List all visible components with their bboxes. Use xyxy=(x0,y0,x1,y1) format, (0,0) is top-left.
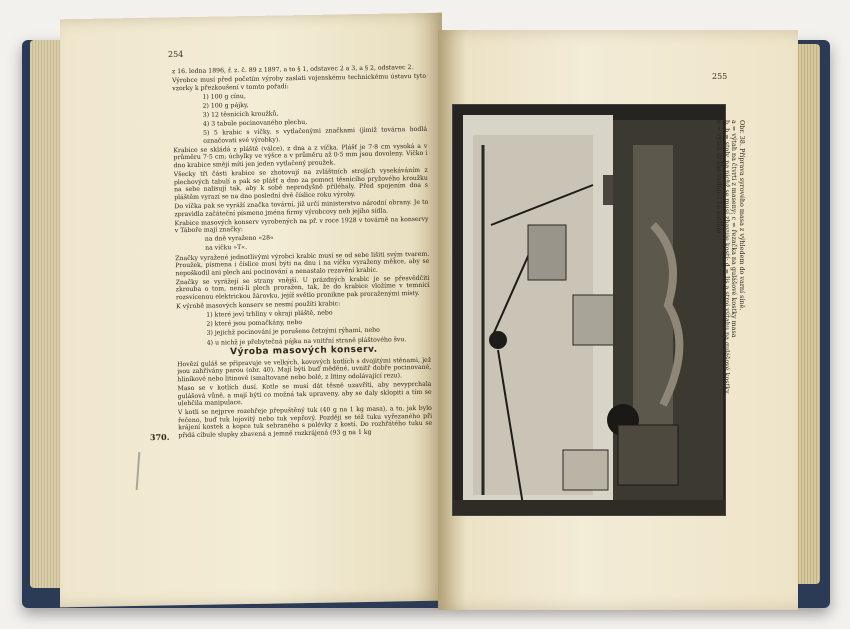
list-item: 1) 100 g cínu, xyxy=(202,92,246,101)
caption-line: b, b = stoly, na nichž se musí zbavuje kostí; d = lis a stroj výtahu na gulášové kostky xyxy=(722,120,731,394)
list-item: 3) jejichž pocinování je porušeno četnými rýhami, nebo xyxy=(206,327,380,338)
list-item: na víčku »T«. xyxy=(205,244,248,253)
list-item: 2) 100 g pájky, xyxy=(202,101,249,110)
list-item: na dně vyraženo »28« xyxy=(204,234,274,244)
list-item: 4) 3 tabule pocinovaného plechu, xyxy=(202,118,308,128)
section-number: 370. xyxy=(149,431,170,443)
left-page-number: 254 xyxy=(168,50,184,59)
text-line: Značky vyražené jednotlivými výrobci krabic musí se od sebe lišiti svým tvarem. Proužek, písmena i číslice musí býti na dnu i na víčku vyraženy měkce, aby se nepoškodil ani plech ani pocinování a nenastalo rezavění krabic. xyxy=(175,250,430,277)
list-item: 1) které jeví trhliny v okraji pláště, nebo xyxy=(206,309,333,319)
list-item: 5) 5 krabic s víčky, s vytlačenými značkami (jimiž továrna hodlá označovati své výrobky). xyxy=(202,125,428,145)
text-line: Hovězí guláš se připravuje ve velkých, kovových kotlích s dvojitými stěnami, jež jsou zahřívány parou (obr. 40). Mají býti buď měděné, uvnitř dobře pocinované, hliníkové nebo litinové (smaltované nebo bolé, z litiny odolávající rezu). xyxy=(177,356,432,384)
list-item: 4) u nichž je přebytečná pájka na vnitřní straně pláštového švu. xyxy=(206,335,407,347)
left-page-text xyxy=(172,64,434,538)
text-line: Do víčka pak se vyráží značka tovární, již určí ministerstvo národní obrany. Je to zpravidla začáteční písmeno jména firmy výrobcovy neb jejího sídla. xyxy=(174,198,429,218)
figure-caption xyxy=(685,120,745,500)
text-line: Všecky tři části krabice se zhotovují na zvláštních strojích vysekáváním z plechových tabulí a pak se plášť a dno za pomoci těsnicího pryžového kroužku na sebe nalisují tak, aby k sobě neprodyšně přiléhaly. Před spojením dna s pláštěm vyrazí se na dno poslední dvě číslice roku výroby. xyxy=(173,166,429,202)
text-line: Značky se vyrážejí se strany vnější. U prázdných krabic je se přesvědčiti zkrouba o tom, není-li plech proražen, tak, že do krabice vložíme v temnici rozsvícenou elektrickou žárovku, jejíž světlo pronikne pak proraženými místy. xyxy=(175,274,430,302)
caption-line: e = výtah drůbe vedoucí ke kotlům xyxy=(715,120,724,234)
right-page-number: 255 xyxy=(712,72,728,81)
text-line: Výrobce musí před početím výroby zaslati vojenskému technickému ústavu tyto vzorky k přezkoušení v tomto pořadí: xyxy=(172,72,427,92)
text-line: Krabice masových konserv vyrobených na př. v roce 1928 v továrně na konservy v Táboře mají značky: xyxy=(174,215,429,235)
text-line: z 16. ledna 1896, ř. z. č. 89 z 1897, a to § 1, odstavec 2 a 3, a § 2, odstavec 2. xyxy=(171,64,414,76)
text-line: K výrobě masových konserv se nesmí použíti krabic: xyxy=(176,300,341,311)
caption-line: a = výtah na čtvrti z maseny; c = řezačka na gulášové kostky masa xyxy=(730,120,739,338)
text-line: V kotli se nejprve rozehřeje přepuštěný tuk (40 g na 1 kg masa), a to, jak bylo řečeno, buď tuk lojovitý nebo tuk vepřový. Později se též tuku vyřezaného při krájení kostek a kopce tuk sebraného s polévky z kostí. Do rozhřátého tuku se přidá cibule slupky zbavená a jemně rozkrájená (93 g na 1 kg xyxy=(177,405,433,440)
caption-line: Obr. 38. Příprava syrového masa z výhledem do varní síně. xyxy=(738,120,746,311)
list-item: 2) které jsou pomačkány, nebo xyxy=(206,319,303,329)
text-line: Maso se v kotlích dusí. Kotle se musí dát těsně uzavříti, aby nevyprchala gulášová vůně, a mají býti co možná tak upraveny, aby se daly sklopiti a tím se ulehčila manipulace. xyxy=(177,380,432,408)
list-item: 3) 12 těsnicích kroužků, xyxy=(202,110,279,119)
section-heading: Výroba masových konserv. xyxy=(230,344,378,358)
text-line: Krabice se skládá z pláště (válce), z dna a z víčka. Plášť je 7·8 cm vysoká a v průměru 7·5 cm; úchylky ve výšce a v průměru až 0·5 mm jsou dovoleny. Víčko i dno krabice smějí míti jen jeden vytlačený proužek. xyxy=(173,142,428,170)
